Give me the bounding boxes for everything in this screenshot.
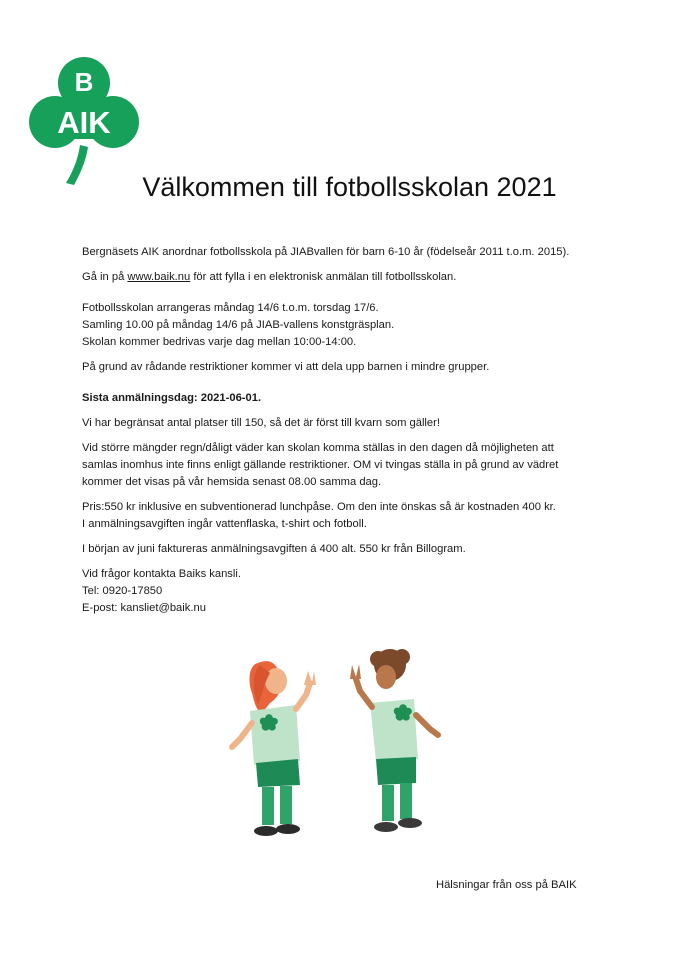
weather-line-2: samlas inomhus inte finns enligt gällande restriktioner. OM vi tvingas ställa in på grund av vädret: [82, 459, 559, 471]
signup-paragraph: [82, 269, 622, 286]
kids-illustration: [218, 643, 458, 843]
page-title: Välkommen till fotbollsskolan 2021: [142, 172, 557, 202]
baik-clover-logo: [28, 55, 140, 187]
signup-text-after: för att fylla i en elektronisk anmälan till fotbollsskolan.: [190, 271, 457, 283]
logo-letter-b: B: [74, 67, 94, 97]
document-body: [82, 244, 622, 617]
right-kid-figure: [350, 649, 438, 832]
restrictions-paragraph: På grund av rådande restriktioner kommer vi att dela upp barnen i mindre grupper.: [82, 361, 490, 373]
price-line-1: Pris:550 kr inklusive en subventionerad lunchpåse. Om den inte önskas så är kostnaden 400 kr.: [82, 501, 556, 513]
schedule-line-1: Fotbollsskolan arrangeras måndag 14/6 t.o.m. torsdag 17/6.: [82, 302, 379, 314]
weather-line-3: kommer det visas på vår hemsida senast 08.00 samma dag.: [82, 476, 382, 488]
intro-paragraph: Bergnäsets AIK anordnar fotbollsskola på JIABvallen för barn 6-10 år (födelseår 2011 t.o.m. 2015).: [82, 246, 570, 258]
signup-text-before: Gå in på: [82, 271, 128, 283]
left-kid-figure: [232, 661, 316, 836]
closing-greeting: Hälsningar från oss på BAIK: [436, 879, 577, 891]
contact-line-1: Vid frågor kontakta Baiks kansli.: [82, 568, 241, 580]
logo-letters-aik: AIK: [57, 105, 111, 140]
contact-phone: Tel: 0920-17850: [82, 585, 163, 597]
schedule-line-3: Skolan kommer bedrivas varje dag mellan 10:00-14:00.: [82, 336, 357, 348]
price-line-2: I anmälningsavgiften ingår vattenflaska, t-shirt och fotboll.: [82, 518, 367, 530]
baik-website-link[interactable]: www.baik.nu: [127, 271, 191, 283]
billing-paragraph: I början av juni faktureras anmälningsavgiften á 400 alt. 550 kr från Billogram.: [82, 543, 466, 555]
contact-email: E-post: kansliet@baik.nu: [82, 602, 206, 614]
deadline-heading: Sista anmälningsdag: 2021-06-01.: [82, 392, 262, 404]
weather-line-1: Vid större mängder regn/dåligt väder kan skolan komma ställas in den dagen då möjligheten att: [82, 442, 554, 454]
schedule-line-2: Samling 10.00 på måndag 14/6 på JIAB-vallens konstgräsplan.: [82, 319, 395, 331]
places-paragraph: Vi har begränsat antal platser till 150, så det är först till kvarn som gäller!: [82, 417, 440, 429]
